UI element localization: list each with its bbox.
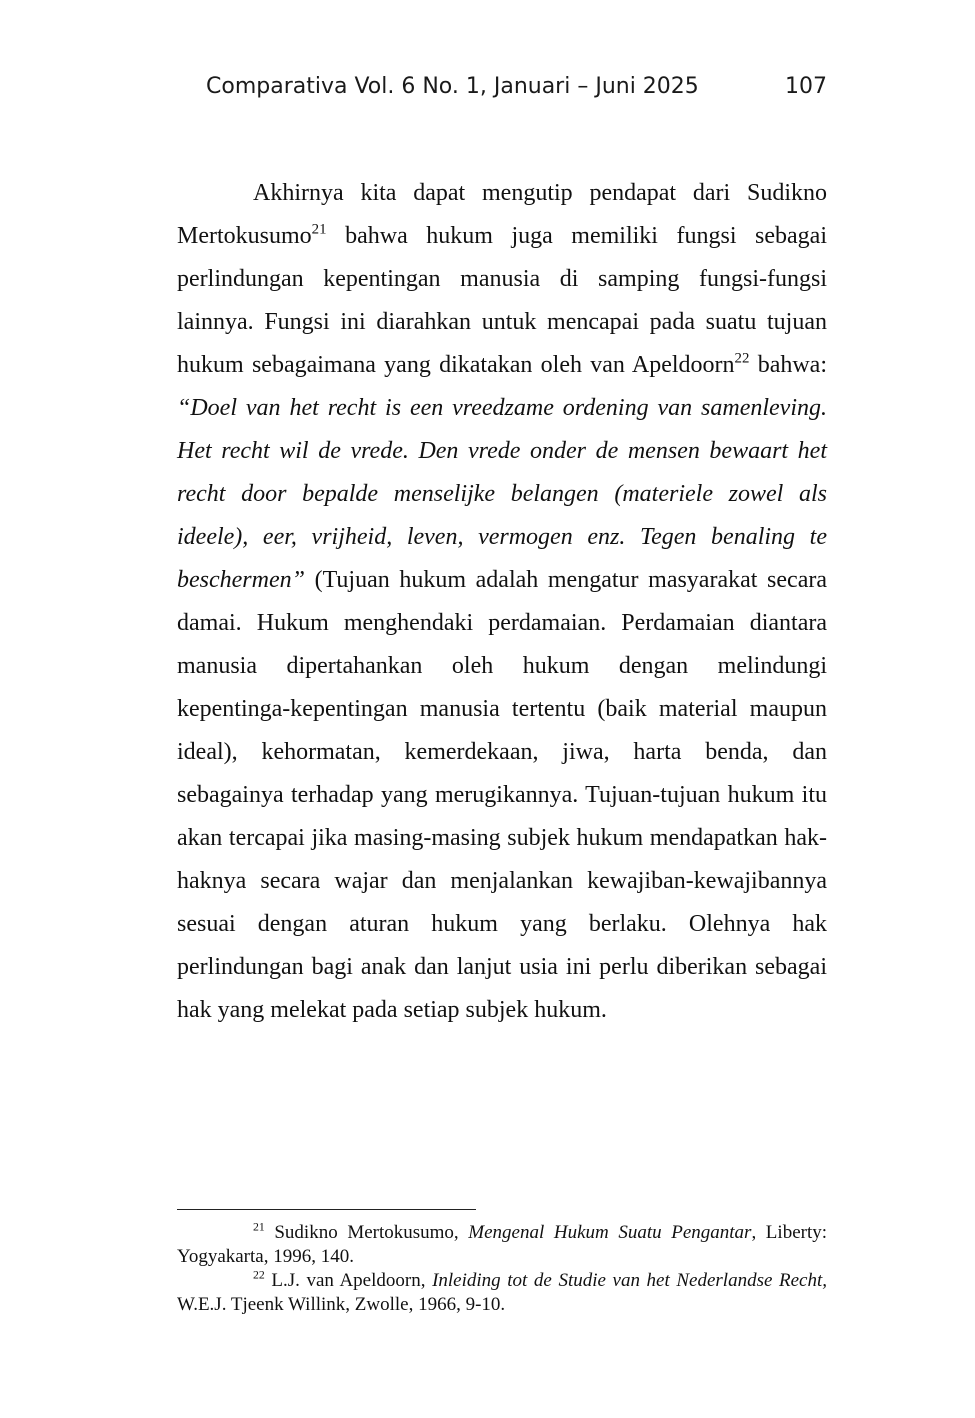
footnote-number: 21 — [253, 1220, 265, 1234]
paragraph-text-part-4: (Tujuan hukum adalah mengatur masyarakat secara damai. Hukum menghendaki perdamaian. Perdamaian diantara manusia dipertahankan oleh hukum dengan melindungi kepentinga-kepentingan manusia tertentu (baik material maupun ideal), kehormatan, kemerdekaan, jiwa, harta benda, dan sebagainya terhadap yang merugikannya. Tujuan-tujuan hukum itu akan tercapai jika masing-masing subjek hukum mendapatkan hak-haknya secara wajar dan menjalankan kewajiban-kewajibannya sesuai dengan aturan hukum yang berlaku. Olehnya hak perlindungan bagi anak dan lanjut usia ini perlu diberikan sebagai hak yang melekat pada setiap subjek hukum. — [177, 567, 827, 1023]
footnote-number: 22 — [253, 1268, 265, 1282]
paragraph-text-part-2: bahwa hukum juga memiliki fungsi sebagai perlindungan kepentingan manusia di samping fungsi-fungsi lainnya. Fungsi ini diarahkan untuk mencapai pada suatu tujuan hukum sebagaimana yang dikatakan oleh van Apeldoorn — [177, 223, 827, 378]
footnote-author: Sudikno Mertokusumo, — [264, 1222, 469, 1243]
footnote-publication: , Liberty: Yogyakarta, 1996, 140. — [177, 1222, 828, 1267]
footnote-reference-21[interactable]: 21 — [311, 221, 327, 238]
body-paragraph — [177, 172, 827, 1032]
paragraph-text-part-1: Akhirnya kita dapat mengutip pendapat dari Sudikno Mertokusumo — [177, 180, 827, 249]
dutch-quotation: “Doel van het recht is een vreedzame ordening van samenleving. Het recht wil de vrede. Den vrede onder de mensen bewaart het recht door bepalde menselijke belangen (materiele zowel als ideele), eer, vrijheid, leven, vermogen enz. Tegen benaling te beschermen” — [177, 395, 827, 593]
paragraph-text-part-3: bahwa: — [749, 352, 827, 378]
footnote-book-title: Mengenal Hukum Suatu Pengantar — [468, 1222, 752, 1243]
footnotes — [177, 1221, 827, 1317]
page-number: 107 — [785, 74, 827, 99]
footnote-author: L.J. van Apeldoorn, — [264, 1270, 433, 1291]
journal-running-title: Comparativa Vol. 6 No. 1, Januari – Juni 2025 — [206, 74, 699, 99]
footnote-22 — [177, 1269, 827, 1317]
footnote-book-title: Inleiding tot de Studie van het Nederlandse Recht, — [432, 1270, 828, 1291]
footnote-publication: W.E.J. Tjeenk Willink, Zwolle, 1966, 9-10. — [177, 1294, 506, 1315]
footnote-reference-22[interactable]: 22 — [734, 350, 750, 367]
footnote-21 — [177, 1221, 827, 1269]
running-header — [0, 74, 975, 108]
footnote-separator — [177, 1209, 476, 1210]
